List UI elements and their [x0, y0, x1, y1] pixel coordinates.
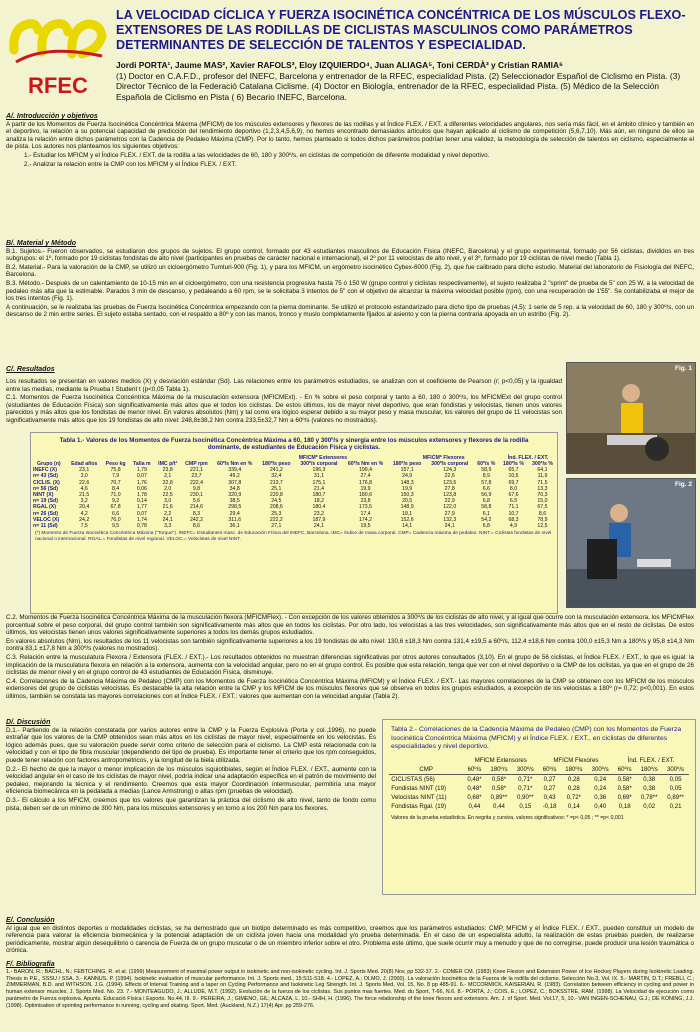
table-2-row-cell: 0,21 — [669, 802, 682, 810]
table-1-row-label: NINT (X) — [33, 492, 54, 499]
table-2-row-cell: 0,89** — [667, 793, 684, 801]
table-1-row-cell: 123,8 — [443, 492, 457, 499]
table-1-col-header: Peso kg — [105, 461, 126, 468]
table-1-row-cell: 1,76 — [136, 479, 147, 486]
table-2-row-cell: 0,58* — [491, 784, 507, 792]
table-1-row-cell: 241,2 — [269, 467, 283, 474]
table-2-col-header: 60º/s — [467, 765, 482, 773]
table-1-row-cell: 7,5 — [80, 523, 88, 530]
table-1-row-cell: 0,07 — [136, 510, 147, 517]
table-1-row-cell: 36,1 — [229, 523, 240, 530]
objective-2: 2.- Analizar la relación entre la CMP con los MFICM y el Índice FLEX. / EXT. — [24, 160, 237, 168]
table-2-row-cell: 0,58* — [617, 775, 632, 783]
table-1-row-cell: 8,3 — [192, 510, 201, 517]
objective-1: 1.- Estudiar los MFICM y el Índice FLEX. / EXT. de la rodilla a las velocidades de 60, 180 y 300º/s, en ciclistas de competición de diferente modalidad y nivel deportivo. — [24, 151, 490, 159]
table-1-row-cell: 27,1 — [271, 523, 282, 530]
table-1-row-cell: 298,5 — [228, 504, 242, 511]
table-1 — [30, 432, 558, 614]
table-1-row-cell: 25,1 — [271, 485, 282, 492]
table-2-row-cell: 0,68* — [467, 793, 482, 801]
table-1-row-cell: 18,1 — [402, 510, 413, 517]
table-1-caption: Tabla 1.- Valores de los Momentos de Fuerza Isocinética Concéntrica Máxima a 60, 180 y 300º/s y sinergia entre los músculos extensores y flexores de la rodilla dominante, de estudiantes de Educación Física y ciclistas. — [59, 437, 529, 452]
table-2-row-cell: 0,24 — [594, 784, 607, 792]
table-1-col-header: 300º/s % — [532, 461, 553, 468]
table-1-col-header: 300º/s corporal — [431, 461, 469, 468]
discussion-d3: D.3.- El cálculo a los MFICM, creemos que los valores que garantizan la práctica del ciclismo de alto nivel, tanto de fondo como pista, deben ser de un mínimo de 300 Nm, para los músculos extensores y en torno a los 200 Nm para los flexores. — [6, 796, 376, 812]
table-1-row-cell: 56,9 — [481, 492, 492, 499]
table-1-row-cell: 311,6 — [228, 516, 242, 523]
table-1-row-cell: 4,9 — [509, 523, 518, 530]
results-c2-absolute: En valores absolutos (Nm), los resultados de los 11 velocistas son también significativamente superiores a los 19 fondistas de alto nivel: 130,6 ±18,3 Nm contra 131,4 ±19,5 a 60º/s, 112,4 ±18,6 Nm contra 100,0 ±15,3 Nm a 180º/s y 95,8 ±14,3 Nm contra 83,1 ±17,8 Nm a 300º/s (valores no mostrados). — [6, 637, 694, 653]
table-2-row-cell: 0,72* — [566, 793, 581, 801]
results-text — [6, 378, 562, 426]
table-1-row-cell: 9,8 — [192, 485, 201, 492]
table-1-row-cell: 24,2 — [79, 516, 90, 523]
table-1-row-cell: 71,0 — [110, 492, 121, 499]
table-1-row-cell: 17,4 — [360, 510, 371, 517]
results-c3: C.3. Relación entre la musculatura Flexora / Extensora (FLEX. / EXT.).- Los resultados obtenidos no muestran diferencias significativas por otros autores consultados (3,10). En el grupo de 56 ciclistas, el Índice FLEX. / EXT., lo que es igual: la implicación de la musculatura flexora en relación a la extensora, aumenta con la velocidad angular, pero no en el grupo control. Es posible que esta relación, tenga que ver con el nivel deportivo o la CMP de los ciclistas, ya que en el grupo de 26 ciclistas de menor nivel y en el grupo control de 43 estudiantes de Educación Física, disminuye. — [6, 653, 694, 677]
table-2-row-label: CICLISTAS (56) — [391, 775, 435, 783]
table-1-row-cell: 19,9 — [402, 485, 413, 492]
table-1-group-header: MFICM* Flexores — [422, 454, 465, 461]
conclusion-section — [6, 917, 694, 956]
table-2-row-cell: 0,14 — [567, 802, 580, 810]
table-1-row-cell: 1,77 — [136, 504, 147, 511]
logo-swirl-1 — [14, 24, 38, 50]
results-c2: C.2. Momentos de Fuerza Isocinética Concéntrica Máxima de la musculación flexora (MFICMFlex). - Con excepción de los valores obtenidos a 300º/s de los ciclistas de alto nivel, y al igual que ocurre con la musculación extensora, los MFICMFlex porcentual sobre el peso corporal, del grupo control también son significativamente más altos que en todos los ciclistas. Por otro lado, los velocistas a las tres velocidades, son significativamente más altos que en el resto de ciclistas. De estos últimos, los velocistas tienen unos valores significativamente superiores a todos los demás grupos estudiados. — [6, 614, 694, 637]
table-1-row-cell: 3,2 — [80, 498, 88, 505]
table-2-row-cell: 0,38 — [643, 775, 656, 783]
table-1-row-cell: 6,1 — [482, 510, 490, 517]
introduction-text: A partir de los Momentos de Fuerza Isocinética Concéntrica Máxima (MFICM) de los músculos extensores y flexores de las rodillas y el Índice FLEX. / EXT. a diferentes velocidades angulares, nos sería más fácil, en el ámbito clínico y también en el deportivo, la relación a su potencial capacidad de predicción del rendimiento deportivo (1,2,3,4,5,6,9), no hemos encontrado demasiados artículos que hayan aplicado al ciclismo de competición (5,6,7,10). Más aún, en ninguno de ellos se analiza la relación entre dichos parámetros con la Cadencia de Pedaleo Máxima (CMP). Por lo tanto, hemos planteado si todos dichos parámetros podrían tener una validez, la metodología de selección de talentos en ciclismo, especialmente el de pista. Los autores nos planteamos los siguientes objetivos: — [6, 120, 694, 151]
table-1-col-header: 60º/s % — [477, 461, 496, 468]
table-1-row-cell: 10,7 — [508, 510, 519, 517]
table-1-row-cell: 242,2 — [189, 516, 203, 523]
table-1-row-cell: 75,8 — [110, 467, 121, 474]
discussion-heading: D/. Discusión — [6, 719, 51, 726]
table-1-row-cell: 24,1 — [162, 516, 173, 523]
introduction-section — [6, 113, 694, 169]
table-1-row-cell: 175,1 — [312, 479, 326, 486]
table-2-row-cell: 0,90** — [516, 793, 534, 801]
table-1-row-cell: 5,6 — [192, 498, 201, 505]
table-1-row-cell: 3,3 — [164, 523, 172, 530]
table-2-row — [389, 802, 689, 811]
table-1-row-cell: 58,9 — [481, 467, 492, 474]
table-1-row-cell: 34,8 — [229, 485, 240, 492]
table-1-row-cell: 214,6 — [189, 504, 203, 511]
table-1-row-cell: 222,2 — [269, 516, 283, 523]
results-heading: C/. Resultados — [6, 366, 55, 373]
table-1-col-header: 60º/s Nm en % — [347, 461, 384, 468]
table-1-row-cell: 6,8 — [482, 498, 490, 505]
table-1-row-cell: 27,4 — [360, 473, 371, 480]
table-2-group-header: Índ. FLEX. / EXT. — [627, 756, 675, 764]
table-1-row-cell: 339,4 — [228, 467, 242, 474]
table-2-footnote: Valores de la prueba estadística. En negrita y cursiva, valores significativos: * =p< 0,05 ; ** =p< 0,001 — [391, 814, 624, 821]
table-1-row-cell: 76,0 — [110, 516, 121, 523]
table-1-col-header: 60º/s Nm en % — [217, 461, 253, 468]
figure-2-label: Fig. 2 — [675, 481, 692, 488]
methods-subjects: B.1. Sujetos.- Fueron observados, se estudiaron dos grupos de sujetos. El grupo control, formado por 43 estudiantes masculinos de Educación Física (INEFC, Barcelona) y el grupo experimental, formado por 56 ciclistas, divididos en tres subgrupos: el 1º, formado por 19 ciclistas fondistas de alto nivel (participantes en pruebas de carácter nacional e internacional), el 2º por 11 velocistas de alto nivel, y el 3º, formado por 19 ciclistas de nivel medio (Tabla 1). — [6, 247, 694, 263]
table-1-row-cell: 13,3 — [537, 485, 548, 492]
table-1-row-cell: 3,0 — [80, 473, 88, 480]
table-1-row-label: RGAL (X) — [33, 504, 56, 511]
table-2-group-header: MFICM Flexores — [553, 756, 599, 764]
table-1-row-cell: 307,8 — [228, 479, 242, 486]
table-1-row-cell: 70,3 — [537, 492, 548, 499]
table-1-row-cell: 208,6 — [269, 504, 283, 511]
table-1-row-cell: 23,7 — [191, 473, 202, 480]
authors-block — [116, 60, 694, 102]
table-1-row-cell: 124,3 — [443, 467, 457, 474]
table-2-row-cell: 0,05 — [669, 784, 682, 792]
discussion-d1: D.1.- Partiendo de la relación constatada por varios autores entre la CMP y la Fuerza Explosiva (Porta y col.,1996), no puede extrañar que los valores de la CMP obtenidos sean más altos en los ciclistas de mayor nivel, especialmente en los velocistas. Es lógico además pues, que su valoración puede servir como criterio de selección para el ciclismo. La CMP está relacionada con la velocidad y con el tipo de fibra muscular (dependiendo del tipo de prueba). Es importante tener el criterio que los rpm conseguidos, puede tener relación con factores antropométricos, y la longitud de la biela utilizada. — [6, 726, 376, 764]
bibliography-text: 1.- BARON, R.; BACHL, N.; FEBTCHING, R. et al. (1999) Measurement of maximal power output in isokinetic and non-isokinetic cycling. Int. J. Sports Med. 20(8) Nov, pp 532-37. 2.- COMER CM. (1983) Knee Flexion and Extension Power of Ice Hockey Players during Isokinetic Loading. Thesis in P.E., SSSU / SSA. 3.- KANNUS, P. (1994). Isokinetic evaluation of muscular performance. Int. J. Sports med., 15:S11-S18. 4.- LOPEZ, A.; OLMO, J. (2000). La valoración Isocinética de la Fuerza de la rodilla del ciclismo. Selección No.3, Vol. IX. 5.- MARTIN, D.T.; FREBLI, C.; ZIMMERMAN, B.D. and WITHSON, J.G. (1994). Effects of Interval Training and a taper on Cycling Performance and Isokinetic Leg Strength. Int. J. Sports Med, Vol. 15, No. 8 pp 485-91. 6.- MCCORMICK, KAISERIAN, R. (1983). Correlation between efficiency in cycling and power in human extensor muscles. J. Sports Med. No. 23. 7.- MONTEAGUDO, J.; ALLUDE, M.T. (1992). Evolución de la fuerza de los ciclistas. Sus puntos mas fuertes. Med. du Sport, T-66, N.6. 8.- PORTA, J.; COIS, E.; LOPEZ, C.; BOKSSTRE, RAM. (1998). La Velocidad de ejecución como parámetro de Fuerza explosiva. Apunts. Educació Física i Esports. No.44, III. 9.- PEREIRA, J.; GIMENO, GIL; ALCAZA, L. 10.- SHIH, H. (1996). The force relationship of the knee flexors and extensors. Am. J. of Sport. Med. Vol.17, 5, 10.- VAN INGEN-SCHENAU, G.J.; DE KONING, J.J. (1998). Optimisation of sprinting performance in running, cycling and skating. Sport. Med. (Auckland, N.Z.) 17(4) Apr. pp 259-276. — [6, 968, 694, 1009]
conclusion-heading: E/. Conclusión — [6, 917, 55, 924]
table-1-footnote: (*) Momento de Fuerza Isocinética Concéntrica Máxima ("Torque"). INEFC= Estudiantes masc. de Educación Física del INEFC, Barcelona. IMC= Índice de masa corporal. CMP= Cadencia máxima de pedaleo. NINT.= Ciclistas fondistas de nivel nacional o internacional. RGAL.= Fondistas de nivel regional. VELOC.= Velocistas de nivel NINT. — [35, 531, 552, 543]
table-2-row — [389, 774, 689, 784]
table-1-row-label: VELOC (X) — [33, 516, 60, 523]
table-2-group-header: MFICM Extensores — [474, 756, 527, 764]
table-1-row-cell: 32,4 — [271, 473, 282, 480]
table-1-row-cell: 15,0 — [537, 498, 548, 505]
results-intro: Los resultados se presentan en valores medios (X) y desviación estándar (Sd). Las relaciones entre los parámetros estudiados, se analizan con el coeficiente de Pearson (r; p<0,05) y la igualdad entre las medias, mediante la Prueba t Student t (p<0,05 Tabla 1). — [6, 378, 562, 393]
table-1-row-cell: 22,9 — [444, 498, 455, 505]
table-1-row-cell: 6,5 — [509, 498, 518, 505]
table-2-row-label: Velocistas NINT (11) — [391, 793, 447, 801]
table-1-col-header: 180º/s % — [503, 461, 524, 468]
table-2-row-cell: 0,69* — [617, 793, 632, 801]
table-1-row-cell: 0,06 — [136, 485, 147, 492]
table-1-col-header: CMP rpm — [185, 461, 208, 468]
methods-section — [6, 240, 694, 320]
table-1-row-cell: 2,2 — [164, 510, 172, 517]
table-1-row-cell: 2,1 — [164, 473, 172, 480]
table-1-row-cell: 69,7 — [508, 479, 519, 486]
table-2-row-cell: 0,18 — [618, 802, 631, 810]
table-2-col-header: CMP — [419, 765, 433, 773]
rfec-logo — [6, 14, 110, 100]
table-1-row-cell: 31,1 — [313, 473, 324, 480]
figure-1-photo — [566, 362, 696, 474]
table-1-row-cell: 150,3 — [400, 492, 414, 499]
table-1-row-cell: 213,7 — [269, 479, 283, 486]
table-1-row-cell: 8,9 — [482, 473, 490, 480]
table-1-row-cell: 49,2 — [229, 473, 240, 480]
table-1-row-cell: 29,4 — [229, 510, 240, 517]
table-1-row-cell: 132,3 — [443, 516, 457, 523]
table-2-group-header-row — [389, 756, 689, 765]
table-1-col-header: Talla m — [133, 461, 151, 468]
conclusion-text: Al igual que en distintos deportes o modalidades ciclistas, se ha demostrado que un biotipo determinado es más competitivo, creemos que los parámetros estudiados: CMP, MFICM y el Índice FLEX. / EXT., pueden constituir un modelo de referencia para valorar la eficiencia biomecánica y la potencial adaptación de un ciclista joven hacia una modalidad y/o prueba determinada. En el caso de un especialista adulto, la realización de estas pruebas pueden, de realizarse periódicamente, mostrar algún desequilibrio o carencia de Fuerza de un grupo muscular o de un miembro inferior sobre el otro. Problema este último, que suele ocurrir muy a menudo y que de no corregirse, puede producir una lesión traumática o crónica. — [6, 924, 694, 955]
table-2-row — [389, 793, 689, 802]
results-section — [6, 366, 562, 374]
table-1-row-cell: 54,2 — [481, 516, 492, 523]
table-1-row-cell: 180,6 — [359, 492, 373, 499]
table-1-row-cell: 22,5 — [162, 492, 173, 499]
table-2-row-cell: 0,48* — [467, 775, 482, 783]
table-1-row-label: n= 43 (Sd) — [33, 473, 58, 480]
table-1-grid — [31, 455, 557, 529]
table-2-row-cell: 0,05 — [669, 775, 682, 783]
table-1-row-cell: 25,3 — [271, 510, 282, 517]
table-1-row-cell: 221,1 — [189, 467, 203, 474]
table-1-row-cell: 21,4 — [313, 485, 324, 492]
table-2-row-cell: 0,24 — [594, 775, 607, 783]
table-1-row-label: n= 56 (Sd) — [33, 485, 58, 492]
figure-2-photo — [566, 478, 696, 608]
table-1-row-cell: 24,5 — [271, 498, 282, 505]
table-1-row-cell: 4,6 — [80, 485, 88, 492]
table-1-row-cell: 1,78 — [136, 492, 147, 499]
discussion-section — [6, 719, 376, 813]
table-1-row-cell: 152,6 — [400, 516, 414, 523]
table-1-row-cell: 1,79 — [136, 467, 147, 474]
table-1-row-cell: 157,1 — [400, 467, 414, 474]
table-1-row-cell: 320,9 — [228, 492, 242, 499]
table-2-col-header: 180º/s — [565, 765, 583, 773]
table-1-row-cell: 199,4 — [359, 467, 373, 474]
results-c4: C.4. Correlaciones de la Cadencia Máxima de Pedaleo (CMP) con los Momentos de Fuerza Isocinética Concéntrica Máxima (MFICM) y el Índice FLEX. / EXT.- Las mayores correlaciones de la CMP se obtienen con los MFICM de los músculos extensores del grupo de ciclistas velocistas. Es destacable la alta relación entre la CMP y los MFICM de los músculos flexores que se observa en todos los grupos estudiados, a excepción de los velocistas a 180º (r= 0,72; p<0,001). En estos últimos, también se constata las mayores correlaciones con el Índice FLEX. / EXT.: valores que aumentan con la velocidad angular (Tabla 2). — [6, 677, 694, 700]
table-1-row-cell: 2,0 — [164, 485, 172, 492]
table-1-row-cell: 78,9 — [537, 516, 548, 523]
bibliography-heading: F/. Bibliografía — [6, 961, 55, 968]
table-1-col-header: Grupo (n) — [37, 461, 61, 468]
table-1-row-cell: 11,9 — [537, 473, 548, 480]
bibliography-section — [6, 962, 694, 1011]
table-1-row-cell: 0,07 — [136, 473, 147, 480]
table-2-row-cell: 0,27 — [543, 775, 556, 783]
table-1-row-cell: 24,1 — [444, 523, 455, 530]
table-1-row-cell: 67,5 — [537, 504, 548, 511]
table-2-row-cell: 0,27 — [543, 784, 556, 792]
table-1-col-header: Edad años — [71, 461, 98, 468]
table-1-row-cell: 230,1 — [189, 492, 203, 499]
table-1-row-cell: 22,8 — [162, 479, 173, 486]
table-1-row-cell: 58,8 — [481, 504, 492, 511]
table-1-row-cell: 23,2 — [313, 510, 324, 517]
table-1-row-cell: 0,78 — [136, 523, 147, 530]
table-1-row-cell: 6,6 — [482, 485, 490, 492]
table-1-row-cell: 1,74 — [136, 516, 147, 523]
table-1-row-cell: 6,8 — [482, 523, 490, 530]
table-1-row-cell: 27,9 — [444, 510, 455, 517]
table-1-row-cell: 148,3 — [400, 479, 414, 486]
table-1-row-cell: 173,5 — [359, 504, 373, 511]
table-1-row-cell: 19,9 — [360, 485, 371, 492]
table-1-row-cell: 180,7 — [312, 492, 326, 499]
table-1-row-cell: 23,8 — [162, 467, 173, 474]
table-1-row-cell: 68,3 — [508, 516, 519, 523]
table-1-row-cell: 18,2 — [313, 498, 324, 505]
table-1-row-cell: 222,4 — [189, 479, 203, 486]
table-1-col-header: 180º/s peso — [392, 461, 422, 468]
table-2-col-header: 300º/s — [591, 765, 609, 773]
logo-swirl-3 — [72, 24, 102, 54]
table-1-row-cell: 220,8 — [269, 492, 283, 499]
table-1-row-cell: 20,4 — [79, 504, 90, 511]
table-1-row-cell: 8,4 — [111, 485, 120, 492]
table-2-row-cell: 0,58* — [617, 784, 632, 792]
table-1-group-header: MFICM* Extensores — [298, 454, 348, 461]
table-2-row-cell: 0,40 — [594, 802, 607, 810]
table-2-header-row — [389, 765, 689, 775]
table-1-row-cell: 196,3 — [312, 467, 326, 474]
table-1-row-cell: 0,14 — [136, 498, 147, 505]
table-2-col-header: 300º/s — [666, 765, 685, 773]
table-2-row-cell: 0,89** — [490, 793, 508, 801]
table-1-col-header: IMC p/t² — [158, 461, 178, 468]
table-1-row-cell: 4,2 — [80, 510, 88, 517]
table-2-row-cell: 0,43 — [543, 793, 556, 801]
table-1-row-cell: 8,6 — [538, 510, 547, 517]
table-1-row-cell: 8,6 — [192, 523, 201, 530]
table-1-row-cell: 12,5 — [537, 523, 548, 530]
affiliations: (1) Doctor en C.A.F.D., profesor del INEFC, Barcelona y entrenador de la RFEC, especialidad Pista. (2) Seleccionador Español de Ciclismo en Pista. (3) Director Técnico de la Federació Catalana Ciclisme. (4) Doctor en Biología, entrenador de la RFEC, especialidad Pista. (5) Médico de la Selección Española de Ciclismo en Pista ( 6) Becario INEFC, Barcelona. — [116, 70, 681, 102]
results-c1: C.1. Momentos de Fuerza Isocinética Concéntrica Máxima de la musculación extensora (MFICMExt). - En % sobre el peso corporal y tanto a 60, 180 ó 300º/s, los MFICMExt del grupo control (estudiantes de Educación Física) son significativamente más altos que el todos los ciclistas. De estos últimos, los de mayor nivel deportivo, que eran fondistas y velocistas, tienen unos valores parecidos y más altos que los fondistas de menor nivel. En valores absolutos (Nm) y tal como era lógico esperar debido a su mayor peso y masa muscular, los valores del grupo de 11 velocistas son significativamente más altos que los 19 fondistas de alto nivel: 248,8±38,2 Nm contra 233,5±32,7 Nm a 60º/s (valores no mostrados). — [6, 394, 562, 424]
table-1-row-cell: 10,5 — [508, 473, 519, 480]
methods-heading: B/. Material y Método — [6, 240, 77, 247]
table-1-row-cell: 22,6 — [444, 473, 455, 480]
table-1-row-cell: 21,6 — [162, 504, 173, 511]
table-1-col-header: 300º/s corporal — [300, 461, 338, 468]
table-2-col-header: 180º/s — [640, 765, 658, 773]
table-2-col-header: 180º/s — [490, 765, 508, 773]
table-2-row-cell: 0,44 — [493, 802, 505, 810]
table-2-col-header: 300º/s — [516, 765, 534, 773]
methods-method: B.3. Método.- Después de un calentamiento de 10-15 min en el cicloergómetro, con una resistencia progresiva hasta 75 ó 150 W (grupo control y ciclistas respectivamente), el sujeto realizaba 2 "sprint" de prueba de 5" con 25 W, a la velocidad de pedaleo más alta que la estimable. Parados 3 min de descanso, y pedaleando a 60 rpm, se le solicitaba 3 intentos de 5" con el objetivo de alcanzar la máxima velocidad posible (rpm), con una recuperación de 1'55". Se contabilizaba el mejor de los tres intentos (Fig. 1). — [6, 279, 694, 303]
table-1-row-cell: 8,0 — [509, 485, 518, 492]
table-2-grid — [389, 756, 689, 811]
table-1-row-cell: 24,9 — [402, 473, 413, 480]
table-1-row-label: n= 26 (Sd) — [33, 510, 58, 517]
table-2-caption: Tabla 2.- Correlaciones de la Cadencia Máxima de Pedaleo (CMP) con los Momentos de Fuerza Isocinética Concéntrica Máxima (MFICM) y el Índice FLEX. / EXT., en ciclistas de diferentes especialidades y nivel deportivo. — [391, 726, 682, 751]
table-2-row-cell: 0,28 — [567, 784, 580, 792]
table-1-col-header: 180º/s peso — [262, 461, 291, 468]
table-1-row-cell: 23,1 — [79, 467, 90, 474]
table-2-row-label: Fondistas NINT (19) — [391, 784, 446, 792]
table-1-row-cell: 24,1 — [313, 523, 324, 530]
table-2-row-cell: 0,02 — [643, 802, 656, 810]
logo-red-stroke — [16, 51, 102, 62]
table-2-row-cell: 0,15 — [519, 802, 532, 810]
table-2-row-cell: 0,36 — [594, 793, 607, 801]
authors: Jordi PORTA¹, Jaume MAS², Xavier RAFOLS³, Eloy IZQUIERDO⁴, Juan ALIAGA⁵, Toni CERDÀ² y Cristian RAMIA⁶ — [116, 60, 563, 70]
methods-material: B.2. Material.- Para la valoración de la CMP, se utilizó un cicloergómetro Tumturi-900 (Fig. 1), y para los MFICM, un ergómetro isocinético Cybex-6000 (Fig. 2), que fue calibrado para dicho estudio. Material del laboratorio de Fisiología del INEFC, Barcelona. — [6, 263, 694, 279]
table-2-row — [389, 784, 689, 793]
figure-1-label: Fig. 1 — [675, 365, 692, 372]
table-2-row-cell: 0,28 — [567, 775, 580, 783]
table-2-row-label: Fondistas Rgal. (19) — [391, 802, 447, 810]
table-2-row-cell: 0,48* — [467, 784, 482, 792]
cyclist-ergometer-illustration — [567, 363, 695, 473]
table-1-row-cell: 187,9 — [312, 516, 326, 523]
table-2-row-cell: 0,78** — [640, 793, 658, 801]
logo-swirl-2 — [42, 24, 68, 52]
poster-title: LA VELOCIDAD CÍCLICA Y FUERZA ISOCINÉTICA CONCÉNTRICA DE LOS MÚSCULOS FLEXO-EXTENSORES DE LAS RODILLAS DE CICLISTAS MASCULINOS COMO PARÁMETROS DETERMINANTES DE SELECCIÓN DE TALENTOS Y ESPECIALIDAD. — [116, 8, 686, 52]
table-1-row-cell: 3,0 — [164, 498, 172, 505]
table-1-row-cell: 27,8 — [444, 485, 455, 492]
table-1-row-label: CICLIS. (X) — [33, 479, 60, 486]
table-1-row-cell: 174,2 — [359, 516, 373, 523]
table-1-row-cell: 123,5 — [443, 479, 457, 486]
table-2-row-cell: 0,38 — [643, 784, 656, 792]
table-1-row-cell: 20,5 — [402, 498, 413, 505]
table-1-row-cell: 6,6 — [111, 510, 120, 517]
table-1-row-cell: 65,7 — [508, 467, 519, 474]
table-1-row-cell: 9,5 — [111, 523, 120, 530]
table-1-row-cell: 9,2 — [111, 498, 120, 505]
logo-text: RFEC — [28, 73, 88, 98]
introduction-heading: A/. Introducción y objetivos — [6, 113, 98, 120]
table-2 — [382, 719, 696, 895]
table-1-row-cell: 148,9 — [400, 504, 414, 511]
discussion-d2: D.2.- El hecho de que la mayor o menor implicación de los músculos isquiotibiales, según el Índice FLEX. / EXT., aumente con la velocidad angular en el caso de los ciclistas de mayor nivel, podría indicar una adaptación específica en el patrón de movimiento del pedaleo, mejorando la técnica y el rendimiento. Creemos que esta mayor Coordinación intermuscular, permitiría una mayor eficiencia biomecánica en la pedalada a medias (Lance Armstrong) o altas rpm (pruebas de velocidad). — [6, 765, 376, 796]
table-2-row-cell: 0,71* — [518, 775, 533, 783]
table-2-row-cell: 0,58* — [491, 775, 507, 783]
table-1-row-cell: 57,8 — [481, 479, 492, 486]
table-1-row-cell: 22,6 — [79, 479, 90, 486]
table-1-row-cell: 180,4 — [312, 504, 326, 511]
methods-protocol: A continuación, se le realizaba las pruebas de Fuerza Isocinética Concéntrica empezando con la pierna dominante. Se utilizó el protocolo estandarizado para dicho tipo de pruebas (4,5): 1 serie de 5 rep. a la velocidad de 60, 180 y 300º/s, con un descanso de 2 min entre series. El sujeto estaba sentado, con el respaldo a 80º y con las manos, tronco y muslo completamente fijados al asiento y con la pierna contraria apoyada en un estribo (Fig. 2). — [6, 303, 694, 319]
table-1-row-cell: 7,9 — [111, 473, 120, 480]
table-1-row-cell: 67,6 — [508, 492, 519, 499]
table-1-row-cell: 67,8 — [110, 504, 121, 511]
results-continued — [6, 614, 694, 702]
table-2-row-cell: 0,44 — [468, 802, 481, 810]
table-1-row-cell: 70,7 — [110, 479, 121, 486]
table-2-row-cell: 0,71* — [518, 784, 533, 792]
table-1-row-cell: 23,8 — [360, 498, 371, 505]
table-1-row-cell: 38,5 — [229, 498, 240, 505]
table-2-col-header: 60º/s — [542, 765, 557, 773]
table-1-group-header: Índ. FLEX. / EXT. — [507, 454, 549, 461]
table-2-col-header: 60º/s — [617, 765, 632, 773]
table-1-row-cell: 14,1 — [402, 523, 413, 530]
table-1-row-cell: 64,1 — [537, 467, 548, 474]
table-1-row-cell: 21,5 — [79, 492, 90, 499]
table-1-row-cell: 122,0 — [443, 504, 457, 511]
table-1-row-cell: 176,8 — [359, 479, 373, 486]
table-1-row-label: n= 11 (Sd) — [33, 523, 58, 530]
table-1-row-cell: 19,5 — [360, 523, 371, 530]
table-1-row-cell: 71,1 — [508, 504, 519, 511]
table-1-row-label: INEFC (X) — [33, 467, 57, 474]
isokinetic-dynamometer-illustration — [567, 479, 695, 607]
table-1-row-label: n= 19 (Sd) — [33, 498, 58, 505]
table-1-row-cell: 71,5 — [537, 479, 548, 486]
table-2-row-cell: -0,18 — [542, 802, 557, 810]
